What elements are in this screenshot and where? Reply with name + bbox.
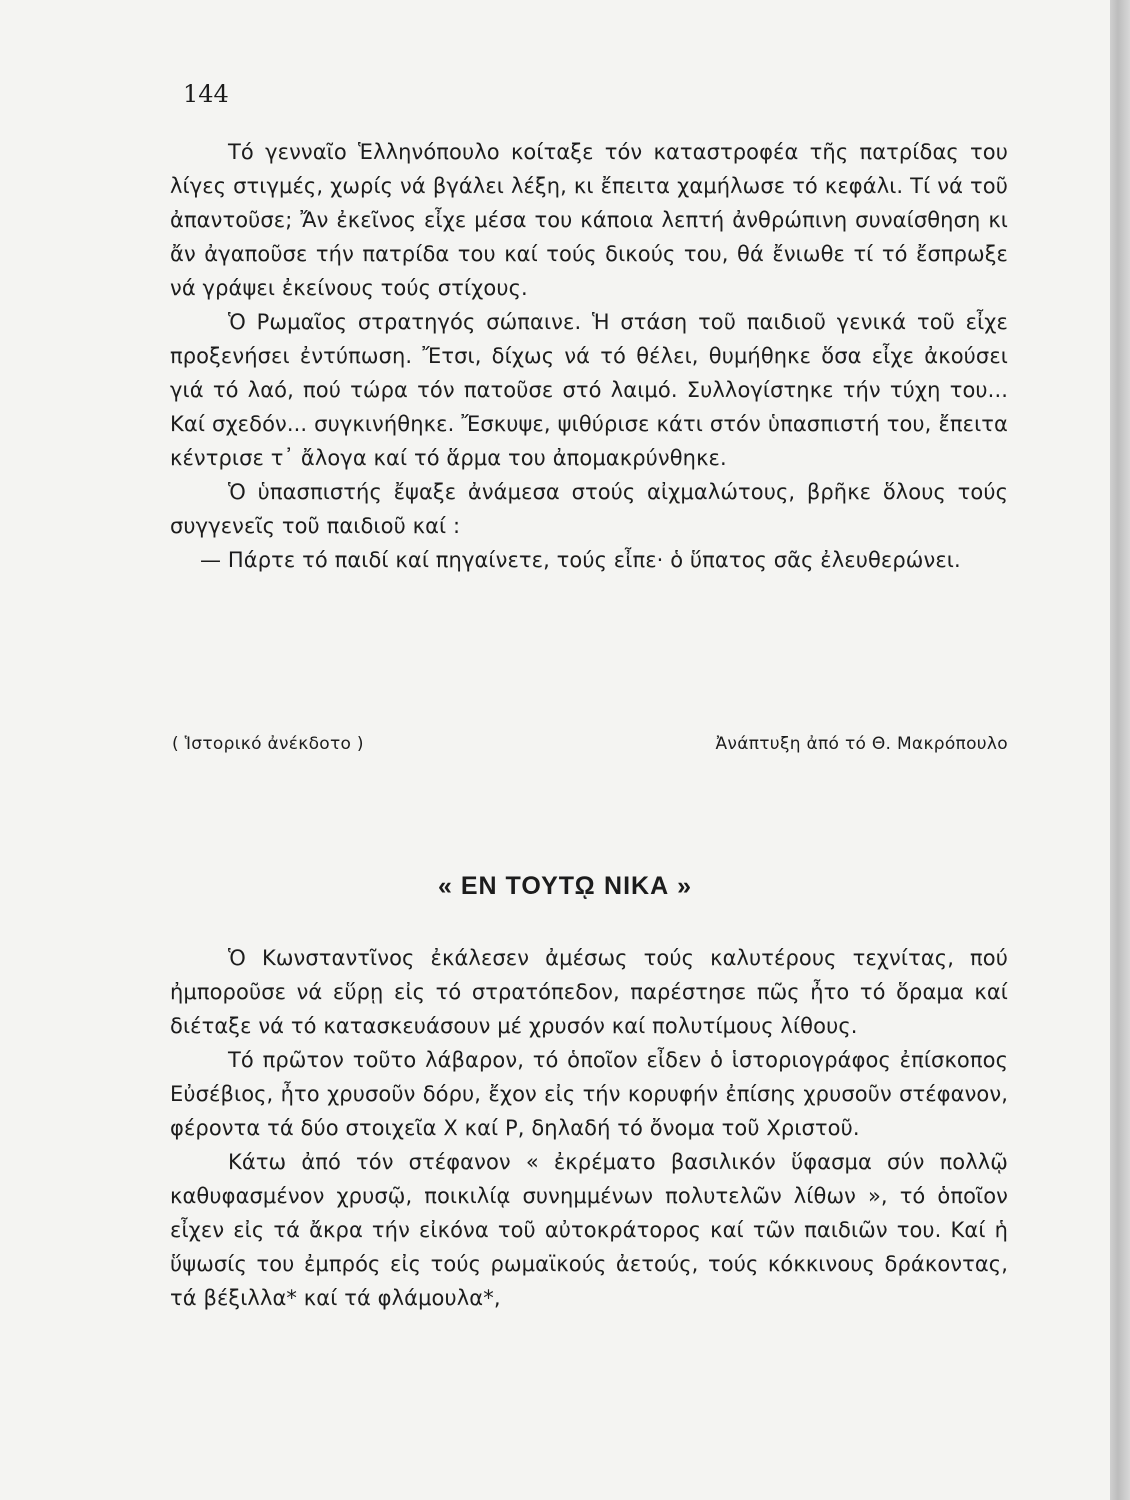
section-title: « ΕΝ ΤΟΥΤῼ ΝΙΚΑ » (438, 872, 692, 900)
source-attribution-row (172, 734, 1008, 754)
paragraph: Ὁ Κωνσταντῖνος ἐκάλεσεν ἀμέσως τούς καλυτέρους τεχνίτας, πού ἠμποροῦσε νά εὕρῃ εἰς τό στρατόπεδον, παρέστησε πῶς ἦτο τό ὅραμα καί διέταξε νά τό κατασκευάσουν μέ χρυσόν καί πολυτίμους λίθους. (170, 946, 1008, 1038)
paragraph: Ὁ Ρωμαῖος στρατηγός σώπαινε. Ἡ στάση τοῦ παιδιοῦ γενικά τοῦ εἶχε προξενήσει ἐντύπωση. Ἔτσι, δίχως νά τό θέλει, θυμήθηκε ὅσα εἶχε ἀκούσει γιά τό λαό, πού τώρα τόν πατοῦσε στό λαιμό. Συλλογίστηκε τήν τύχη του... Καί σχεδόν... συγκινήθηκε. Ἔσκυψε, ψιθύρισε κάτι στόν ὑπασπιστή του, ἔπειτα κέντρισε τ᾽ ἄλογα καί τό ἅρμα του ἀπομακρύνθηκε. (170, 310, 1008, 470)
dialogue-paragraph: — Πάρτε τό παιδί καί πηγαίνετε, τούς εἶπε· ὁ ὕπατος σᾶς ἐλευθερώνει. (200, 548, 961, 572)
paragraph: Κάτω ἀπό τόν στέφανον « ἐκρέματο βασιλικόν ὕφασμα σύν πολλῷ καθυφασμένον χρυσῷ, ποικιλίᾳ συνημμένων πολυτελῶν λίθων », τό ὁποῖον εἶχεν εἰς τά ἄκρα τήν εἰκόνα τοῦ αὐτοκράτορος καί τῶν παιδιῶν του. Καί ἡ ὕψωσίς του ἐμπρός εἰς τούς ρωμαϊκούς ἀετούς, τούς κόκκινους δράκοντας, τά βέξιλλα* καί τά φλάμουλα*, (170, 1150, 1008, 1310)
paragraph: Τό πρῶτον τοῦτο λάβαρον, τό ὁποῖον εἶδεν ὁ ἱστοριογράφος ἐπίσκοπος Εὐσέβιος, ἦτο χρυσοῦν δόρυ, ἔχον εἰς τήν κορυφήν ἐπίσης χρυσοῦν στέφανον, φέροντα τά δύο στοιχεῖα Χ καί Ρ, δηλαδή τό ὄνομα τοῦ Χριστοῦ. (170, 1048, 1008, 1140)
paragraph: Ὁ ὑπασπιστής ἔψαξε ἀνάμεσα στούς αἰχμαλώτους, βρῆκε ὅλους τούς συγγενεῖς τοῦ παιδιοῦ καί : (170, 480, 1008, 538)
source-label: ( Ἱστορικό ἀνέκδοτο ) (172, 734, 364, 754)
paragraph: Τό γενναῖο Ἑλληνόπουλο κοίταξε τόν καταστροφέα τῆς πατρίδας του λίγες στιγμές, χωρίς νά βγάλει λέξη, κι ἔπειτα χαμήλωσε τό κεφάλι. Τί νά τοῦ ἀπαντοῦσε; Ἄν ἐκεῖνος εἶχε μέσα του κάποια λεπτή ἀνθρώπινη συναίσθηση κι ἄν ἀγαποῦσε τήν πατρίδα του καί τούς δικούς του, θά ἔνιωθε τί τό ἔσπρωξε νά γράψει ἐκείνους τούς στίχους. (170, 140, 1008, 300)
section-text (170, 941, 1008, 1315)
story-text (170, 135, 1008, 577)
author-attribution: Ἀνάπτυξη ἀπό τό Θ. Μακρόπουλο (715, 734, 1008, 754)
page-number: 144 (183, 80, 229, 108)
page-edge (1110, 0, 1130, 1500)
